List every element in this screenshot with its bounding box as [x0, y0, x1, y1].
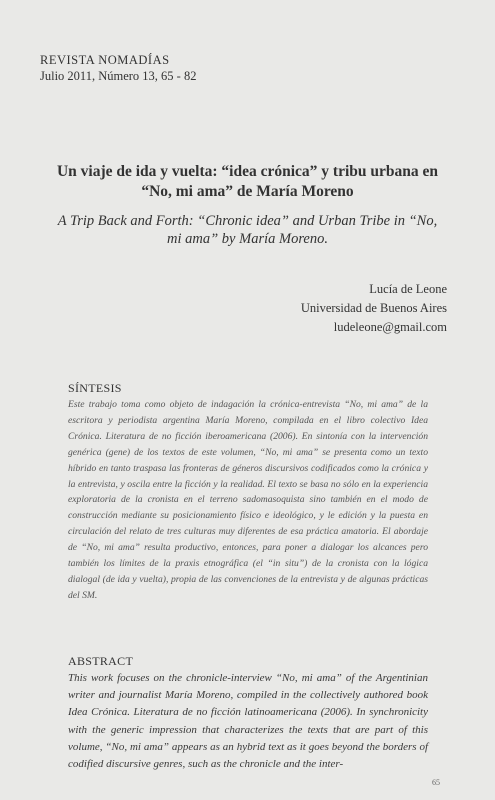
- abstract-text: This work focuses on the chronicle-interview “No, mi ama” of the Argentinian writer and journalist María Moreno, compiled in the collectively authored book Idea Crónica. Literatura de no ficción latinoamericana (2006). In synchronicity with the generic impression that characterizes the texts that are part of this volume, “No, mi ama” appears as an hybrid text as it goes beyond the borders of codified discursive genres, such as the chronicle and the inter-: [68, 672, 428, 771]
- journal-name: REVISTA NOMADÍAS: [40, 53, 170, 67]
- sintesis-text: Este trabajo toma como objeto de indagación la crónica-entrevista “No, mi ama” de la escritora y periodista argentina María Moreno, compilada en el libro colectivo Idea Crónica. Literatura de no ficción iberoamericana (2006). En sintonía con la intervención genérica (gene) de los textos de este volumen, “No, mi ama” se presenta como un texto híbrido en tanto traspasa las fronteras de géneros discursivos codificados como la crónica y la entrevista, y oscila entre la ficción y la realidad. El texto se basa no sólo en la experiencia exploratoria de la cronista en el terreno sadomasoquista sino también en el modo de construcción mediante su posicionamiento físico e ideológico, y le edición y la puesta en circulación del relato de tres culturas muy diferentes de esa práctica amatoria. El abordaje de “No, mi ama” resulta productivo, entonces, para poner a dialogar los alcances pero también los límites de la praxis etnográfica (el “in situ”) de la cronista con la lógica dialogal (de ida y vuelta), propia de las convenciones de la entrevista y de algunas prácticas del SM.: [68, 399, 428, 601]
- author-name: Lucía de Leone: [369, 282, 447, 296]
- journal-issue: Julio 2011, Número 13, 65 - 82: [40, 69, 197, 83]
- author-email: ludeleone@gmail.com: [333, 320, 447, 334]
- author-affiliation: Universidad de Buenos Aires: [300, 301, 447, 315]
- journal-header: [40, 52, 196, 84]
- abstract-heading: ABSTRACT: [68, 654, 134, 668]
- sintesis-heading: SÍNTESIS: [68, 381, 122, 395]
- author-block: [301, 280, 447, 337]
- page-number: 65: [432, 778, 440, 787]
- article-title-english: A Trip Back and Forth: “Chronic idea” and Urban Tribe in “No, mi ama” by María Moreno.: [57, 213, 438, 247]
- article-title-spanish: Un viaje de ida y vuelta: “idea crónica” y tribu urbana en “No, mi ama” de María Moreno: [56, 163, 439, 200]
- article-title-block: [50, 162, 445, 248]
